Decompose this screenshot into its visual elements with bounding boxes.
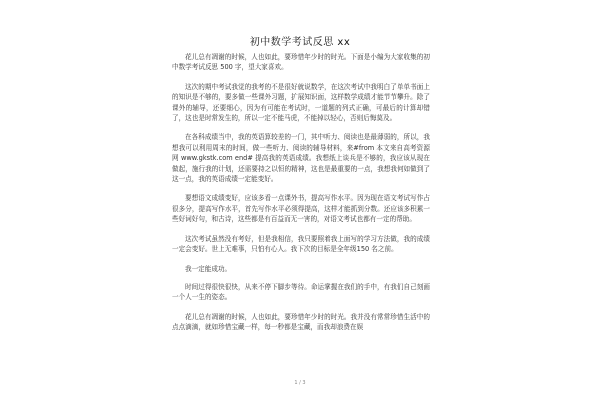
document-title: 初中数学考试反思 xx <box>249 37 351 48</box>
paragraph-math: 这次的期中考试我觉的我考的不是很好就说数学，在这次考试中我明白了单单书面上的知识是不够的，要多做一些课外习题，扩展知识面，这样数学成绩才能节节攀升。除了课外的辅导，还要细心，因为有可能在考试时，一道题的列式正确，可最后的计算却错了，这也是时常发生的，所以一定不能马虎，不能掉以轻心，否则后悔莫及。 <box>172 82 430 123</box>
paragraph-intro: 花儿总有凋谢的时候，人也如此，要珍惜年少时的时光。下面是小编为大家收集的初中数学考试反思 500 字，望大家喜欢。 <box>172 53 430 72</box>
paragraph-english: 在各科成绩当中，我的英语算较差的一门，其中听力、阅读也是最薄弱的，所以，我想我可以利用周末的时间，做一些听力、阅读的辅导材料，来#from 本文来自高考资源网 www.gkstk.com end# 提高我的英语成绩。我想纸上谈兵是不够的，我应该从现在做起，施行我的计划，还需要持之以恒的精神，这也是最重要的一点，我想我何如做到了这一点，我的英语成绩一定能变好。 <box>172 133 430 184</box>
paragraph-time: 时间过得很快很快，从来不停下脚步等待。命运掌握在我们的手中，有我们自己刻画一个人一生的姿态。 <box>172 282 430 302</box>
paragraph-chinese: 要想语文成绩变好，应该多看一点课外书，提高写作水平。因为现在语文考试写作占很多分，提高写作水平，首先写作水平必须得提高，这样才能抓到分数。还应该多积累一些好词好句，和古诗，这些都是有百益而无一害的，对语文考试也都有一定的帮助。 <box>172 194 430 224</box>
paragraph-cherish: 花儿总有凋谢的时候，人也如此，要珍惜年少时的时光。我并没有常常珍惜生活中的点点滴滴，就如珍惜宝藏一样，每一秒都是宝藏，而我却浪费在娱 <box>172 312 430 332</box>
paragraph-success: 我一定能成功。 <box>185 264 232 273</box>
page-number: 1 / 3 <box>294 380 306 386</box>
document-body <box>172 52 430 342</box>
paragraph-goal: 这次考试虽然没有考好，但是我相信，我只要照着我上面写的学习方法做，我的成绩一定会变好。世上无难事，只怕有心人。我下次的目标是全年级150 名之前。 <box>172 234 430 254</box>
